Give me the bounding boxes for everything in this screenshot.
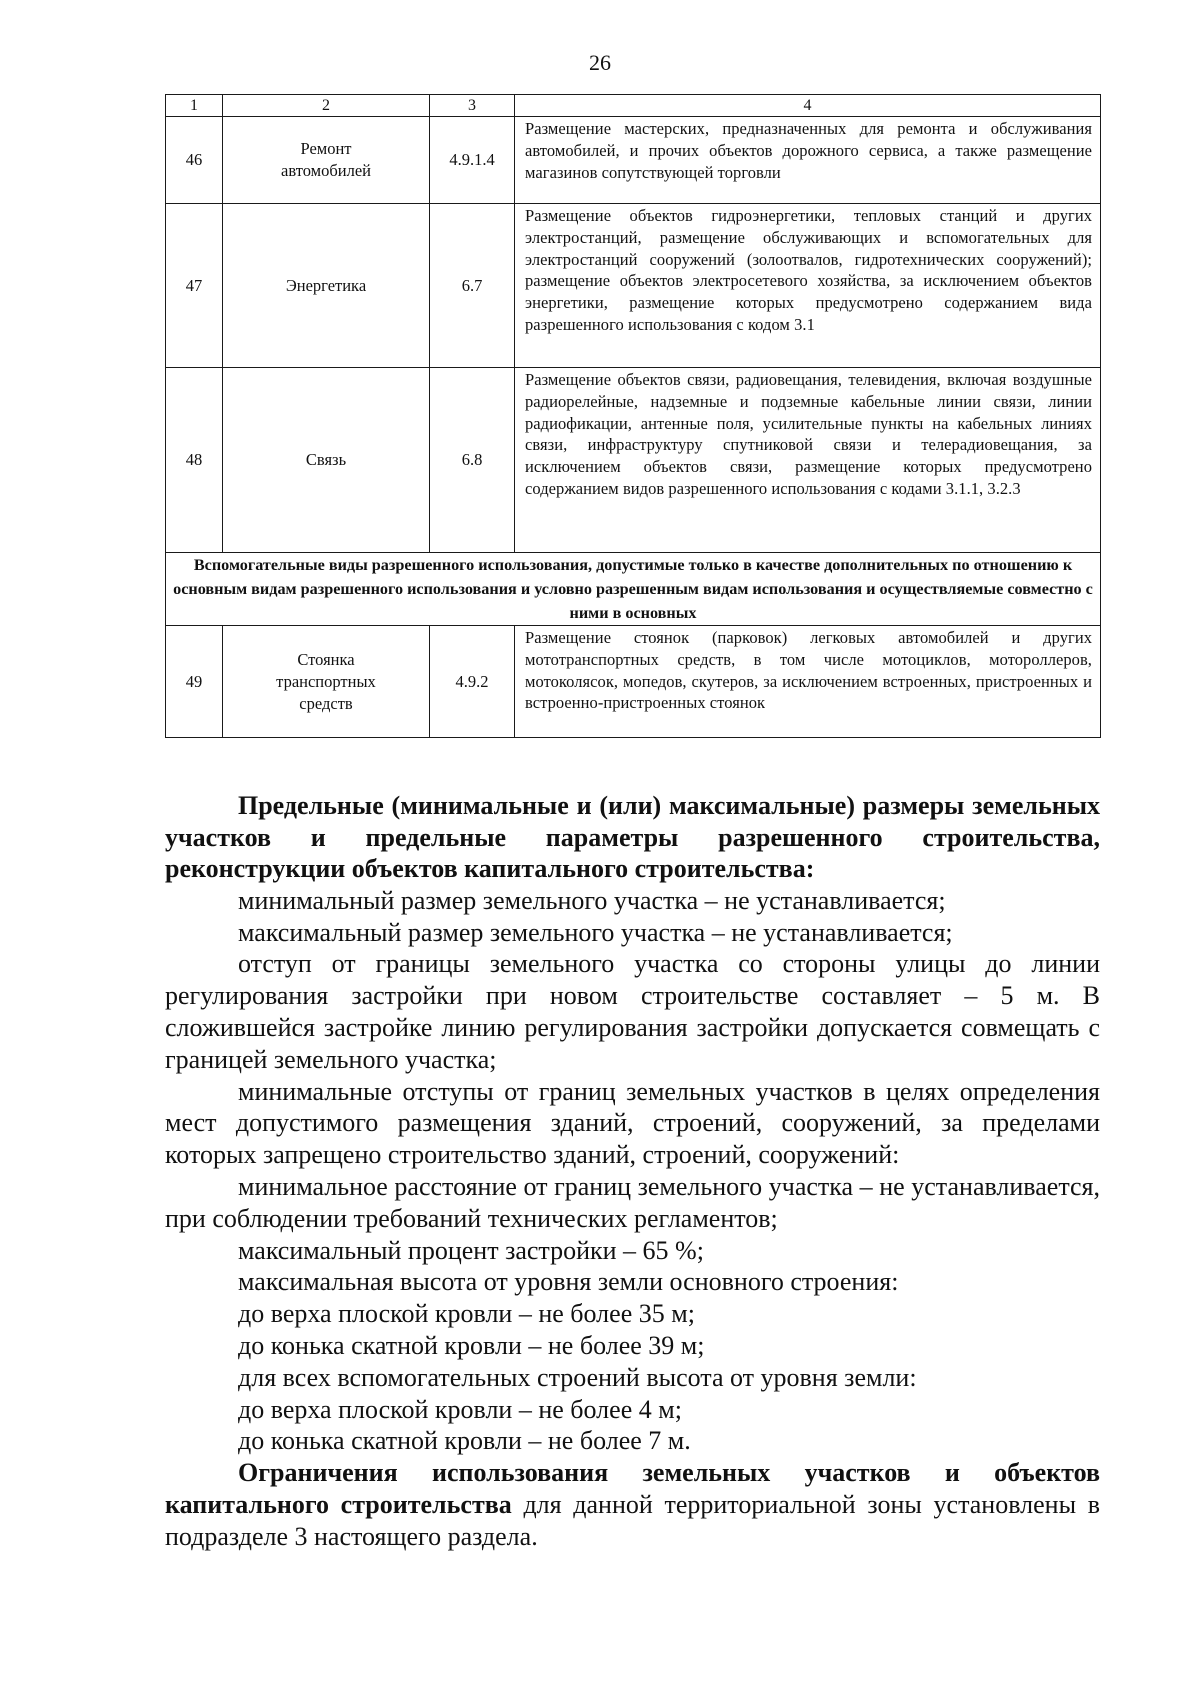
column-number-2: 2 [223,95,430,117]
paragraph: до верха плоской кровли – не более 4 м; [238,1394,682,1424]
paragraph: максимальный процент застройки – 65 %; [238,1235,704,1265]
paragraph: отступ от границы земельного участка со стороны улицы до линии регулирования застройки при новом строительстве составляет – 5 м. В сложившейся застройке линию регулирования застройки допускается совмещать с границей земельного участка; [165,949,1100,1074]
paragraph: до верха плоской кровли – не более 35 м; [238,1299,695,1329]
use-type-description: Размещение стоянок (парковок) легковых автомобилей и других мототранспортных средств, в том числе мотоциклов, мотороллеров, мотоколясок, мопедов, скутеров, за исключением встроенных, пристроенных и встроенно-пристроенных стоянок [515,626,1101,738]
table-header-row [166,95,1101,117]
use-type-code: 6.7 [430,204,515,368]
paragraph: до конька скатной кровли – не более 7 м. [238,1426,691,1456]
paragraph: минимальное расстояние от границ земельного участка – не устанавливается, при соблюдении требований технических регламентов; [165,1171,1100,1233]
parameters-heading: Предельные (минимальные и (или) максимальные) размеры земельных участков и предельные параметры разрешенного строительства, реконструкции объектов капитального строительства: [165,791,1100,884]
row-number: 47 [166,204,223,368]
use-type-description: Размещение мастерских, предназначенных для ремонта и обслуживания автомобилей, и прочих объектов дорожного сервиса, а также размещение магазинов сопутствующей торговли [515,117,1101,204]
use-type-code: 4.9.2 [430,626,515,738]
table-row [166,204,1101,368]
paragraph: максимальная высота от уровня земли основного строения: [238,1267,899,1297]
paragraph: минимальный размер земельного участка – не устанавливается; [238,885,946,915]
use-type-code: 6.8 [430,368,515,553]
use-type-name: Связь [223,368,430,553]
table-row [166,626,1101,738]
paragraph: для всех вспомогательных строений высота от уровня земли: [238,1362,917,1392]
paragraph: до конька скатной кровли – не более 39 м; [238,1330,705,1360]
column-number-1: 1 [166,95,223,117]
regulations-text [165,790,1100,1553]
restrictions-paragraph [165,1457,1100,1552]
paragraph: максимальный размер земельного участка – не устанавливается; [238,917,953,947]
use-type-name: Стоянка транспортных средств [223,626,430,738]
auxiliary-uses-heading: Вспомогательные виды разрешенного использования, допустимые только в качестве дополнительных по отношению к основным видам разрешенного использования и условно разрешенным видам использования и осуществляемые совместно с ними в основных [166,553,1101,626]
use-type-name: Ремонт автомобилей [223,117,430,204]
restrictions-rest-text: для данной территориальной зоны установлены в подразделе 3 настоящего раздела. [165,1489,1100,1551]
restrictions-bold-text: Ограничения использования земельных участков и объектов капитального строительства [165,1458,1100,1519]
row-number: 48 [166,368,223,553]
table-section-row [166,553,1101,626]
row-number: 46 [166,117,223,204]
use-type-code: 4.9.1.4 [430,117,515,204]
use-type-description: Размещение объектов связи, радиовещания, телевидения, включая воздушные радиорелейные, надземные и подземные кабельные линии связи, линии радиофикации, антенные поля, усилительные пункты на кабельных линиях связи, инфраструктуру спутниковой связи и телерадиовещания, за исключением объектов связи, размещение которых предусмотрено содержанием видов разрешенного использования с кодами 3.1.1, 3.2.3 [515,368,1101,553]
column-number-4: 4 [515,95,1101,117]
column-number-3: 3 [430,95,515,117]
use-type-name: Энергетика [223,204,430,368]
row-number: 49 [166,626,223,738]
table-row [166,368,1101,553]
table-row [166,117,1101,204]
paragraph: минимальные отступы от границ земельных участков в целях определения мест допустимого размещения зданий, строений, сооружений, за пределами которых запрещено строительство зданий, строений, сооружений: [165,1076,1100,1170]
use-type-description: Размещение объектов гидроэнергетики, тепловых станций и других электростанций, размещение обслуживающих и вспомогательных для электростанций сооружений (золоотвалов, гидротехнических сооружений); размещение объектов электросетевого хозяйства, за исключением объектов энергетики, размещение которых предусмотрено содержанием вида разрешенного использования с кодом 3.1 [515,204,1101,368]
page-number: 26 [589,50,611,75]
land-use-table [165,94,1101,738]
